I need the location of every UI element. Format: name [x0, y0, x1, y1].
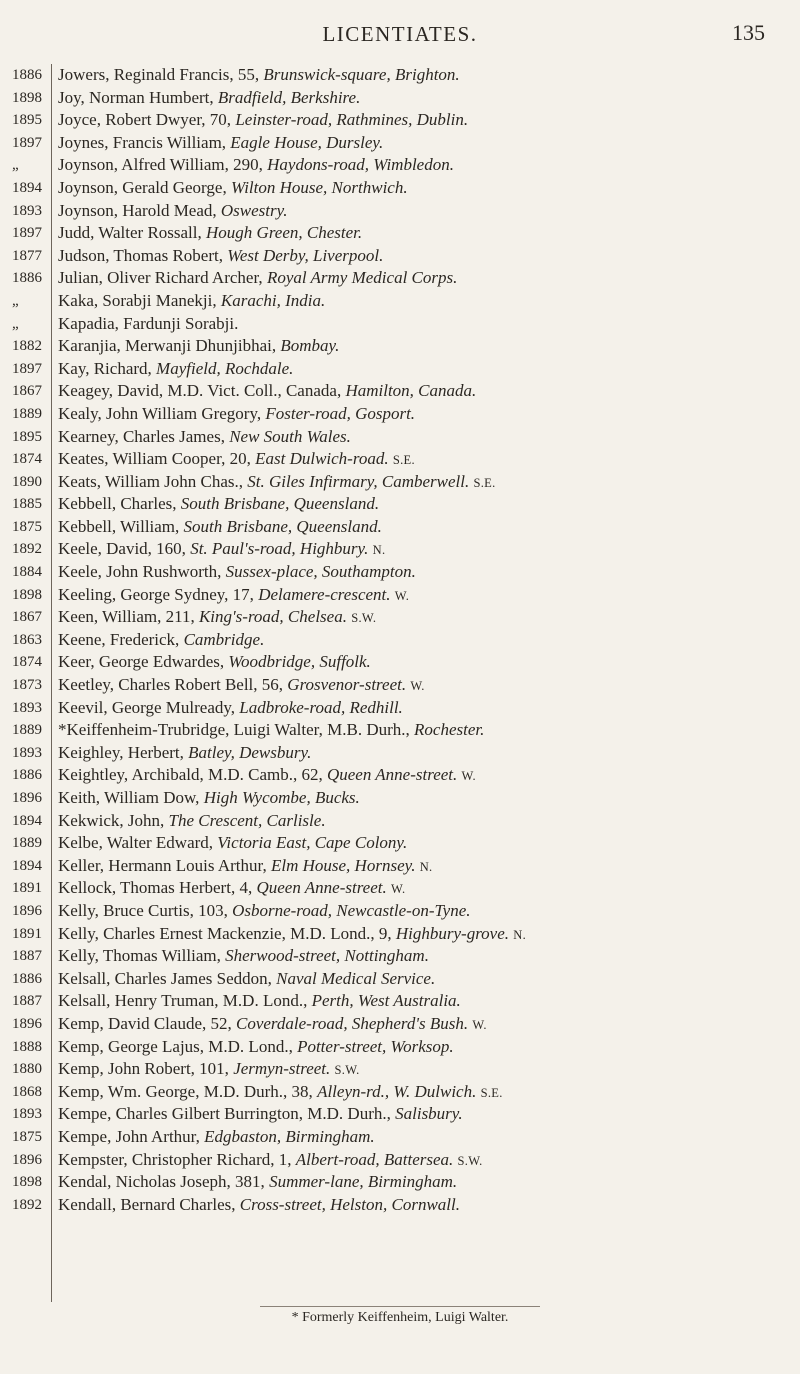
entry-row — [0, 719, 800, 742]
entry-year: 1889 — [12, 835, 42, 852]
entry-address: Jermyn-street. — [233, 1059, 331, 1079]
entry-year: 1895 — [12, 428, 42, 445]
entry-name: Kebbell, Charles, — [58, 494, 177, 514]
entry-name: Kelly, Bruce Curtis, 103, — [58, 900, 228, 920]
entry-year: 1897 — [12, 360, 42, 377]
entry-year: 1897 — [12, 134, 42, 151]
entry-year: 1867 — [12, 383, 42, 400]
entry-row — [0, 471, 800, 494]
entry-year: 1886 — [12, 270, 42, 287]
entry-name: Joy, Norman Humbert, — [58, 87, 214, 107]
entry-row — [0, 109, 800, 132]
entry-name: Judd, Walter Rossall, — [58, 223, 202, 243]
entry-name: Keele, David, 160, — [58, 539, 186, 559]
page-header — [0, 14, 800, 54]
entry-address: Edgbaston, Birmingham. — [204, 1126, 375, 1146]
entry-address: Batley, Dewsbury. — [188, 742, 312, 762]
entry-year: 1898 — [12, 586, 42, 603]
entry-text — [58, 787, 788, 810]
entry-row — [0, 1194, 800, 1217]
entry-name: Kealy, John William Gregory, — [58, 403, 262, 423]
entry-row — [0, 1149, 800, 1172]
entry-year: 1885 — [12, 496, 42, 513]
entry-name: Keen, William, 211, — [58, 607, 195, 627]
entry-year: „ — [12, 157, 19, 174]
entry-row — [0, 697, 800, 720]
entry-row — [0, 1013, 800, 1036]
entry-year: „ — [12, 292, 19, 309]
entry-year: 1893 — [12, 1106, 42, 1123]
entry-row — [0, 1126, 800, 1149]
entry-text — [58, 87, 788, 110]
entry-address: Ladbroke-road, Redhill. — [239, 697, 403, 717]
entry-text — [58, 358, 788, 381]
entry-name: Keates, William Cooper, 20, — [58, 449, 251, 469]
entry-text — [58, 516, 788, 539]
entry-address: Salisbury. — [395, 1104, 463, 1124]
entry-postal-district: N. — [372, 543, 386, 558]
entry-name: Kemp, George Lajus, M.D. Lond., — [58, 1036, 293, 1056]
entry-address: Bradfield, Berkshire. — [217, 87, 361, 107]
entry-text — [58, 1103, 788, 1126]
entry-name: Kemp, John Robert, 101, — [58, 1059, 229, 1079]
entry-year: 1896 — [12, 1151, 42, 1168]
entry-address: Osborne-road, Newcastle-on-Tyne. — [232, 900, 471, 920]
entry-year: 1894 — [12, 857, 42, 874]
entry-address: East Dulwich-road. — [255, 449, 389, 469]
entry-row — [0, 810, 800, 833]
entry-address: Woodbridge, Suffolk. — [228, 652, 371, 672]
entry-text — [58, 290, 788, 313]
entry-name: Julian, Oliver Richard Archer, — [58, 268, 263, 288]
entry-address: Leinster-road, Rathmines, Dublin. — [235, 110, 469, 130]
entry-row — [0, 900, 800, 923]
entry-text — [58, 877, 788, 901]
entry-address: South Brisbane, Queensland. — [183, 516, 382, 536]
entry-address: Elm House, Hornsey. — [270, 855, 416, 875]
entry-name: Keele, John Rushworth, — [58, 562, 222, 582]
entry-year: 1891 — [12, 925, 42, 942]
entry-year: 1891 — [12, 880, 42, 897]
entry-name: Keene, Frederick, — [58, 629, 180, 649]
entry-year: 1882 — [12, 338, 42, 355]
entry-year: 1893 — [12, 744, 42, 761]
entry-year: 1886 — [12, 67, 42, 83]
entry-name: Judson, Thomas Robert, — [58, 245, 223, 265]
entry-text — [58, 1171, 788, 1194]
entry-year: 1893 — [12, 699, 42, 716]
entry-name: Keeling, George Sydney, 17, — [58, 584, 254, 604]
entry-row — [0, 222, 800, 245]
entry-row — [0, 516, 800, 539]
footnote-rule — [260, 1306, 540, 1307]
entry-address: Perth, West Australia. — [311, 991, 461, 1011]
entry-postal-district: W. — [391, 882, 406, 897]
entry-address: New South Wales. — [229, 426, 351, 446]
entry-text — [58, 697, 788, 720]
entry-postal-district: S.W. — [351, 611, 377, 626]
entry-year: 1897 — [12, 225, 42, 242]
entry-name: Keevil, George Mulready, — [58, 697, 236, 717]
entry-postal-district: W. — [410, 679, 425, 694]
entry-row — [0, 448, 800, 471]
entry-text — [58, 968, 788, 991]
entry-row — [0, 787, 800, 810]
entry-text — [58, 154, 788, 177]
entry-text — [58, 764, 788, 788]
entry-year: „ — [12, 315, 19, 332]
entry-year: 1868 — [12, 1083, 42, 1100]
running-title: LICENTIATES. — [322, 22, 478, 46]
entry-address: Hamilton, Canada. — [345, 381, 477, 401]
entry-address: Albert-road, Battersea. — [295, 1149, 454, 1169]
entry-name: Kemp, Wm. George, M.D. Durh., 38, — [58, 1081, 313, 1101]
entry-text — [58, 923, 788, 947]
entry-address: Delamere-crescent. — [258, 584, 391, 604]
entry-row — [0, 313, 800, 336]
entry-year: 1892 — [12, 1196, 42, 1213]
entry-address: St. Paul's-road, Highbury. — [190, 539, 369, 559]
entry-text — [58, 1081, 788, 1105]
entry-row — [0, 561, 800, 584]
entry-address: South Brisbane, Queensland. — [180, 494, 380, 514]
entry-text — [58, 267, 788, 290]
entry-name: Kelbe, Walter Edward, — [58, 833, 214, 853]
entry-year: 1886 — [12, 767, 42, 784]
entry-name: Joynson, Harold Mead, — [58, 200, 217, 220]
entry-text — [58, 1149, 788, 1173]
entry-address: Haydons-road, Wimbledon. — [267, 155, 454, 175]
entry-year: 1889 — [12, 405, 42, 422]
entry-year: 1894 — [12, 812, 42, 829]
entry-year: 1874 — [12, 451, 42, 468]
entry-row — [0, 923, 800, 946]
entry-text — [58, 222, 788, 245]
entry-row — [0, 358, 800, 381]
entry-postal-district: S.W. — [457, 1153, 483, 1168]
footnote: * Formerly Keiffenheim, Luigi Walter. — [291, 1310, 509, 1325]
entry-address: Karachi, India. — [220, 290, 326, 310]
entry-postal-district: W. — [461, 769, 476, 784]
entry-row — [0, 154, 800, 177]
entry-year: 1875 — [12, 518, 42, 535]
entry-row — [0, 968, 800, 991]
entry-year: 1892 — [12, 541, 42, 558]
entry-text — [58, 651, 788, 674]
entry-row — [0, 538, 800, 561]
entry-row — [0, 674, 800, 697]
entry-address: Cross-street, Helston, Cornwall. — [239, 1194, 460, 1214]
entry-text — [58, 719, 788, 742]
entry-address: Naval Medical Service. — [276, 968, 436, 988]
entry-row — [0, 380, 800, 403]
entry-name: Kelsall, Henry Truman, M.D. Lond., — [58, 991, 308, 1011]
entry-address: Royal Army Medical Corps. — [266, 268, 458, 288]
entry-row — [0, 584, 800, 607]
entry-row — [0, 945, 800, 968]
entry-row — [0, 1171, 800, 1194]
entry-text — [58, 810, 788, 833]
entry-year: 1863 — [12, 631, 42, 648]
entry-name: Kendal, Nicholas Joseph, 381, — [58, 1172, 265, 1192]
entry-name: Joynson, Alfred William, 290, — [58, 155, 263, 175]
entry-text — [58, 493, 788, 516]
entry-name: Keith, William Dow, — [58, 788, 200, 807]
entry-text — [58, 584, 788, 608]
entry-postal-district: S.W. — [334, 1063, 360, 1078]
entry-year: 1867 — [12, 609, 42, 626]
entry-address: Grosvenor-street. — [287, 675, 407, 695]
entry-name: Kelly, Thomas William, — [58, 946, 221, 966]
entry-name: Kay, Richard, — [58, 358, 152, 378]
entry-address: Coverdale-road, Shepherd's Bush. — [236, 1013, 469, 1033]
entry-address: Cambridge. — [183, 629, 265, 649]
entry-text — [58, 245, 788, 268]
entry-text — [58, 674, 788, 698]
entry-text — [58, 742, 788, 765]
entry-address: Brunswick-square, Brighton. — [263, 65, 460, 84]
entry-address: Hough Green, Chester. — [206, 223, 363, 243]
entry-row — [0, 764, 800, 787]
entry-year: 1886 — [12, 970, 42, 987]
entry-name: Keats, William John Chas., — [58, 471, 244, 491]
entry-name: Joynson, Gerald George, — [58, 177, 227, 197]
entry-text — [58, 109, 788, 132]
entry-postal-district: W. — [394, 588, 410, 603]
entry-name: Kapadia, Fardunji Sorabji. — [58, 313, 239, 333]
entry-year: 1896 — [12, 790, 42, 806]
entry-row — [0, 132, 800, 155]
entry-text — [58, 945, 788, 968]
entry-name: Keightley, Archibald, M.D. Camb., 62, — [58, 765, 323, 785]
entry-row — [0, 200, 800, 223]
entry-text — [58, 313, 788, 336]
entry-postal-district: S.E. — [473, 475, 496, 490]
entry-name: Kelsall, Charles James Seddon, — [58, 968, 272, 988]
entry-name: Keetley, Charles Robert Bell, 56, — [58, 675, 284, 695]
entry-postal-district: S.E. — [480, 1085, 503, 1100]
entry-year: 1889 — [12, 722, 42, 739]
entry-text — [58, 1194, 788, 1217]
entry-address: St. Giles Infirmary, Camberwell. — [247, 471, 470, 491]
entry-name: Kendall, Bernard Charles, — [58, 1194, 236, 1214]
entry-address: High Wycombe, Bucks. — [203, 788, 360, 807]
entry-year: 1888 — [12, 1038, 42, 1055]
entry-postal-district: N. — [419, 859, 433, 874]
entry-row — [0, 990, 800, 1013]
entry-name: Kemp, David Claude, 52, — [58, 1013, 232, 1033]
entry-text — [58, 1013, 788, 1037]
entry-row — [0, 1103, 800, 1126]
entry-row — [0, 651, 800, 674]
entry-text — [58, 606, 788, 630]
entry-address: Bombay. — [280, 336, 340, 356]
entry-year: 1880 — [12, 1061, 42, 1078]
entry-address: Queen Anne-street. — [326, 765, 458, 785]
entry-address: Sussex-place, Southampton. — [225, 562, 416, 582]
entry-year: 1875 — [12, 1128, 42, 1145]
entry-name: Kempe, Charles Gilbert Burrington, M.D. Durh., — [58, 1104, 391, 1124]
entry-row — [0, 177, 800, 200]
page-number: 135 — [732, 20, 765, 45]
entry-address: Victoria East, Cape Colony. — [217, 833, 408, 853]
entry-name: Keighley, Herbert, — [58, 742, 184, 762]
entry-row — [0, 1036, 800, 1059]
entry-row — [0, 742, 800, 765]
entry-name: Kebbell, William, — [58, 516, 180, 536]
entry-row — [0, 335, 800, 358]
entry-text — [58, 855, 788, 879]
entry-row — [0, 832, 800, 855]
entry-year: 1887 — [12, 948, 42, 965]
entry-name: Kelly, Charles Ernest Mackenzie, M.D. Lond., 9, — [58, 923, 392, 943]
entry-year: 1898 — [12, 1174, 42, 1191]
entry-address: The Crescent, Carlisle. — [168, 810, 326, 830]
entry-row — [0, 877, 800, 900]
entry-address: Potter-street, Worksop. — [297, 1036, 454, 1056]
entry-name: *Keiffenheim-Trubridge, Luigi Walter, M.B. Durh., — [58, 720, 410, 740]
entry-year: 1894 — [12, 179, 42, 196]
entry-postal-district: N. — [513, 927, 527, 942]
entry-text — [58, 629, 788, 652]
entry-text — [58, 1036, 788, 1059]
entry-text — [58, 448, 788, 472]
entry-row — [0, 855, 800, 878]
entry-postal-district: W. — [472, 1017, 487, 1032]
entry-name: Kellock, Thomas Herbert, 4, — [58, 878, 253, 898]
entry-year: 1898 — [12, 89, 42, 106]
entry-text — [58, 900, 788, 923]
entry-year: 1890 — [12, 473, 42, 490]
entry-address: Mayfield, Rochdale. — [156, 358, 294, 378]
entry-row — [0, 245, 800, 268]
entry-row — [0, 87, 800, 110]
entry-text — [58, 990, 788, 1013]
entry-address: King's-road, Chelsea. — [198, 607, 347, 627]
entry-address: Wilton House, Northwich. — [230, 177, 408, 197]
entry-row — [0, 629, 800, 652]
entry-address: Eagle House, Dursley. — [230, 132, 384, 152]
entry-year: 1884 — [12, 564, 42, 581]
entry-text — [58, 471, 788, 495]
entry-text — [58, 403, 788, 426]
entry-name: Kaka, Sorabji Manekji, — [58, 290, 217, 310]
entry-address: Rochester. — [414, 720, 485, 740]
entry-year: 1877 — [12, 247, 42, 264]
entry-year: 1874 — [12, 654, 42, 671]
entry-row — [0, 1058, 800, 1081]
entry-address: Alleyn-rd., W. Dulwich. — [317, 1081, 477, 1101]
entry-text — [58, 1058, 788, 1082]
entry-text — [58, 380, 788, 403]
entry-name: Keagey, David, M.D. Vict. Coll., Canada, — [58, 381, 342, 401]
entry-text — [58, 561, 788, 584]
entry-row — [0, 1081, 800, 1104]
entry-list — [0, 64, 800, 1216]
entry-year: 1873 — [12, 677, 42, 694]
entry-text — [58, 177, 788, 200]
entry-name: Jowers, Reginald Francis, 55, — [58, 65, 260, 84]
entry-text — [58, 64, 788, 87]
entry-address: Sherwood-street, Nottingham. — [225, 946, 429, 966]
entry-name: Kempe, John Arthur, — [58, 1126, 200, 1146]
entry-name: Joynes, Francis William, — [58, 132, 227, 152]
entry-address: Oswestry. — [220, 200, 288, 220]
entry-postal-district: S.E. — [392, 453, 415, 468]
entry-year: 1887 — [12, 993, 42, 1010]
entry-address: Foster-road, Gosport. — [265, 403, 416, 423]
entry-name: Joyce, Robert Dwyer, 70, — [58, 110, 232, 130]
entry-year: 1893 — [12, 202, 42, 219]
entry-text — [58, 538, 788, 562]
entry-text — [58, 426, 788, 449]
entry-row — [0, 64, 800, 87]
entry-name: Keller, Hermann Louis Arthur, — [58, 855, 267, 875]
entry-name: Karanjia, Merwanji Dhunjibhai, — [58, 336, 277, 356]
entry-text — [58, 335, 788, 358]
entry-year: 1896 — [12, 1015, 42, 1032]
entry-text — [58, 1126, 788, 1149]
entry-name: Keer, George Edwardes, — [58, 652, 225, 672]
entry-name: Kekwick, John, — [58, 810, 165, 830]
entry-year: 1895 — [12, 112, 42, 129]
entry-year: 1896 — [12, 902, 42, 919]
entry-address: Queen Anne-street. — [256, 878, 387, 898]
entry-row — [0, 493, 800, 516]
entry-text — [58, 132, 788, 155]
entry-row — [0, 403, 800, 426]
entry-text — [58, 832, 788, 855]
entry-row — [0, 290, 800, 313]
entry-address: Highbury-grove. — [395, 923, 510, 943]
entry-row — [0, 606, 800, 629]
entry-name: Kearney, Charles James, — [58, 426, 225, 446]
entry-text — [58, 200, 788, 223]
entry-address: West Derby, Liverpool. — [227, 245, 384, 265]
entry-address: Summer-lane, Birmingham. — [269, 1172, 458, 1192]
entry-row — [0, 267, 800, 290]
entry-row — [0, 426, 800, 449]
entry-name: Kempster, Christopher Richard, 1, — [58, 1149, 292, 1169]
